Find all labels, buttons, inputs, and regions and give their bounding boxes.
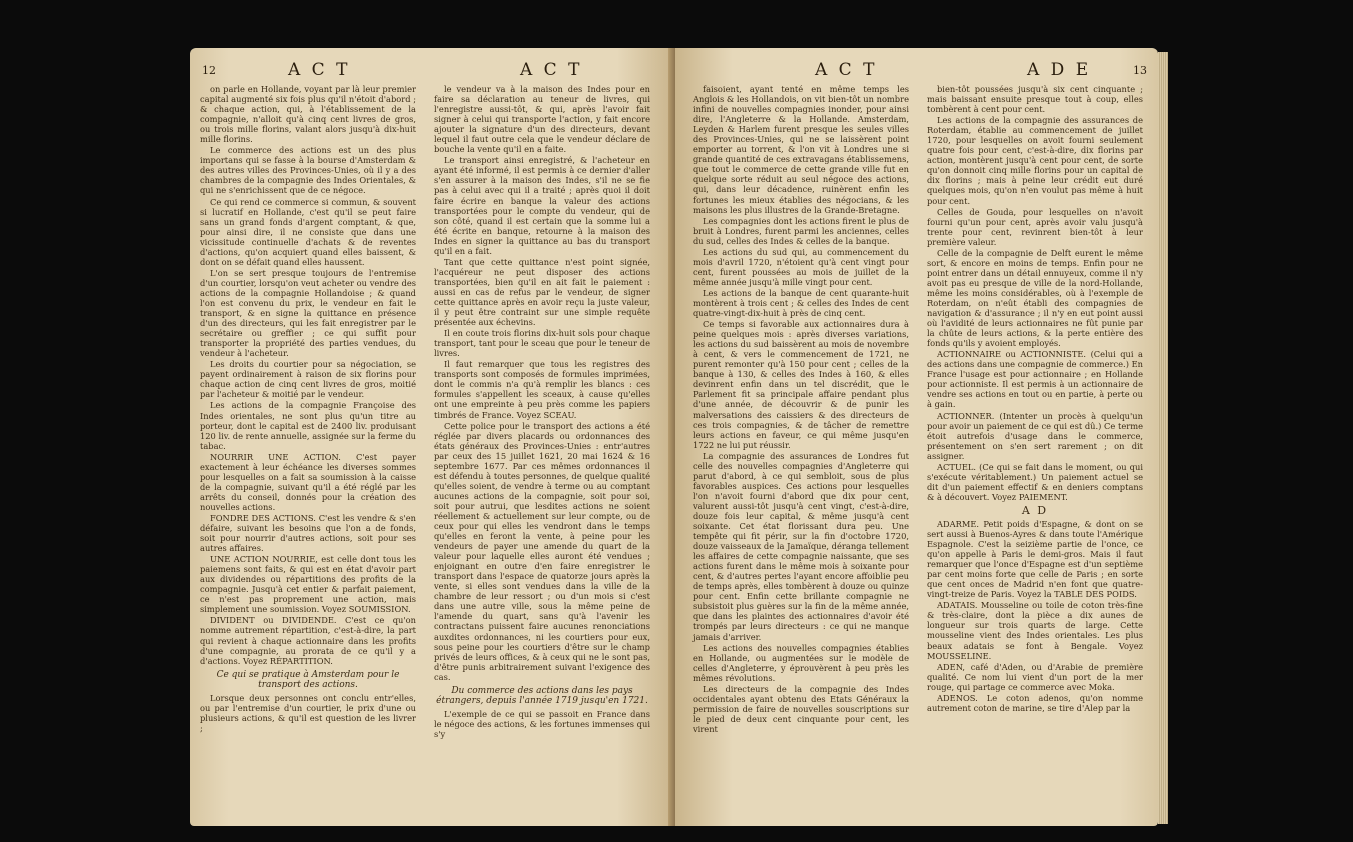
paragraph: ACTUEL. (Ce qui se fait dans le moment, ou qui s'exécute véritablement.) Un paiement actuel se dit d'un paiement effectif & en deniers comptans & à découvert. Voyez PAIEMENT. xyxy=(927,461,1143,502)
paragraph: Les actions du sud qui, au commencement du mois d'avril 1720, n'étoient qu'à cent vingt pour cent, furent poussées au mois de juillet de la même année jusqu'à mille vingt pour cent. xyxy=(693,246,909,287)
paragraph: faisoient, ayant tenté en même temps les Anglois & les Hollandois, on vit bien-tôt un nombre infini de nouvelles compagnies inonder, pour ainsi dire, l'Angleterre & la Hollande. Amsterdam, Leyden & Harlem furent presque les seules villes des Provinces-Unies, qui ne se laissèrent point emporter au torrent, & l'on vit à Londres une si grande quantité de ces extravagans établissemens, que tout le commerce de cette grande ville fut en quelque sorte réduit au seul négoce des actions, qui, dans leur décadence, ruinèrent enfin les fortunes les mieux établies des négocians, & les maisons les plus illustres de la Grande-Bretagne. xyxy=(693,84,909,215)
left-column-2 xyxy=(434,84,650,740)
paragraph: La compagnie des assurances de Londres fut celle des nouvelles compagnies d'Angleterre qui parut d'abord, à ce qui sembloit, sous de plus favorables auspices. Ces actions pour lesquelles l'on n'avoit fourni d'abord que dix pour cent, valurent aussi-tôt jusqu'à cent vingt, c'est-à-dire, douze fois leur capital, & même jusqu'à cent soixante. Cet état florissant dura peu. Une tempête qui fit périr, sur la fin d'octobre 1720, douze vaisseaux de la Jamaïque, déranga tellement les affaires de cette compagnie naissante, que ses actions furent dans le même mois à soixante pour cent, & d'autres pertes l'ayant encore affoiblie peu de temps après, elles tombèrent à douze ou quinze pour cent. Enfin cette brillante compagnie ne subsistoit plus guères sur la fin de la même année, que dans les plaintes des actionnaires d'avoir été trompés par leurs directeurs : ce qui ne manque jamais d'arriver. xyxy=(693,450,909,642)
paragraph: L'exemple de ce qui se passoit en France dans le négoce des actions, & les fortunes immenses qui s'y xyxy=(434,708,650,739)
paragraph: L'on se sert presque toujours de l'entremise d'un courtier, lorsqu'on veut acheter ou vendre des actions de la compagnie Hollandoise ; & quand l'on est convenu du prix, le vendeur en fait le transport, & en signe la quittance en présence d'un des directeurs, qui les fait enregistrer par le secrétaire ou greffier ; ce qui suffit pour transporter la propriété des parties vendues, du vendeur à l'acheteur. xyxy=(200,267,416,359)
paragraph: Il faut remarquer que tous les registres des transports sont composés de formules imprimées, dont le commis n'a qu'à remplir les blancs : ces formules s'appellent les sceaux, à cause qu'elles ont une empreinte à peu près comme les papiers timbrés de France. Voyez SCEAU. xyxy=(434,359,650,420)
paragraph: Le transport ainsi enregistré, & l'acheteur en ayant été informé, il est permis à ce dernier d'aller s'en assurer à la maison des Indes, s'il ne se fie pas à celui avec qui il a traité ; après quoi il doit faire écrire en banque la valeur des actions transportées pour le compte du vendeur, qui de son côté, quand il est certain que la somme lui a été écrite en banque, retourne à la maison des Indes en signer la quittance au bas du transport qu'il en a fait. xyxy=(434,155,650,256)
paragraph: UNE ACTION NOURRIE, est celle dont tous les paiemens sont faits, & qui est en état d'avoir part aux dividendes ou répartitions des profits de la compagnie. Jusqu'à cet entier & parfait paiement, ce n'est pas proprement une action, mais simplement une soumission. Voyez SOUMISSION. xyxy=(200,554,416,615)
paragraph: Celle de la compagnie de Delft eurent le même sort, & encore en moins de temps. Enfin pour ne point entrer dans un détail ennuyeux, comme il n'y avoit pas eu presque de ville de la nord-Hollande, même les moins considérables, où à l'exemple de Roterdam, on n'eût établi des compagnies de navigation & d'assurance ; il n'y en eut point aussi où l'avidité de leurs actionnaires ne fût punie par la chûte de leurs actions, & la perte entière des fonds qu'ils y avoient employés. xyxy=(927,247,1143,349)
page-edges xyxy=(1158,52,1168,824)
paragraph: Ce temps si favorable aux actionnaires dura à peine quelques mois : après diverses variations, les actions du sud baissèrent au mois de novembre à cent, & vers le commencement de 1721, ne purent remonter qu'à 150 pour cent ; celles de la banque à 130, & celles des Indes à 160, & elles devinrent enfin dans un tel discrédit, que le Parlement fit sa principale affaire pendant plus d'une année, de découvrir & de punir les malversations des caissiers & des directeurs de ces trois compagnies, & de tâcher de remettre leurs actions en faveur, ce qui même jusqu'en 1722 ne lui put réussir. xyxy=(693,319,909,450)
right-column-1 xyxy=(693,84,909,735)
paragraph: ADATAIS. Mousseline ou toile de coton très-fine & très-claire, dont la pièce a dix aunes de longueur sur trois quarts de large. Cette mousseline vient des Indes orientales. Les plus beaux adatais se font à Bengale. Voyez MOUSSELINE. xyxy=(927,600,1143,661)
paragraph: Lorsque deux personnes ont conclu entr'elles, ou par l'entremise d'un courtier, le prix d'une ou plusieurs actions, & qu'il est question de les livrer ; xyxy=(200,692,416,733)
section-heading: Du commerce des actions dans les pays étrangers, depuis l'année 1719 jusqu'en 1721. xyxy=(436,685,648,706)
right-running-head-2: A D E xyxy=(1027,60,1092,80)
paragraph: on parle en Hollande, voyant par là leur premier capital augmenté six fois plus qu'il n'étoit d'abord ; & chaque action, qui, à l'établissement de la compagnie, n'alloit qu'à cinq cent livres de gros, ou trois mille florins, valant alors jusqu'à dix-huit mille florins. xyxy=(200,84,416,145)
paragraph: ADEN, café d'Aden, ou d'Arabie de première qualité. Ce nom lui vient d'un port de la mer rouge, qui partage ce commerce avec Moka. xyxy=(927,661,1143,692)
paragraph: Les compagnies dont les actions firent le plus de bruit à Londres, furent parmi les anciennes, celles du sud, celles des Indes & celles de la banque. xyxy=(693,215,909,246)
left-page xyxy=(190,48,675,826)
paragraph: Les directeurs de la compagnie des Indes occidentales ayant obtenu des Etats Généraux la permission de faire de nouvelles souscriptions sur le pied de deux cent cinquante pour cent, les virent xyxy=(693,683,909,734)
paragraph: ADENOS. Le coton adenos, qu'on nomme autrement coton de marine, se tire d'Alep par la xyxy=(927,692,1143,713)
left-folio: 12 xyxy=(202,64,216,77)
paragraph: ACTIONNAIRE ou ACTIONNISTE. (Celui qui a des actions dans une compagnie de commerce.) En France l'usage est pour actionnaire ; en Hollande pour actionniste. Il est permis à un actionnaire de vendre ses actions en tout ou en partie, à perte ou à gain. xyxy=(927,349,1143,410)
paragraph: Le commerce des actions est un des plus importans qui se fasse à la bourse d'Amsterdam & des autres villes des Provinces-Unies, où il y a des chambres de la compagnie des Indes Orientales, & qui ne s'enrichissent que de ce négoce. xyxy=(200,145,416,196)
paragraph: Les actions des nouvelles compagnies établies en Hollande, ou augmentées sur le modèle de celles d'Angleterre, y éprouvèrent à peu près les mêmes révolutions. xyxy=(693,642,909,683)
paragraph: NOURRIR UNE ACTION. C'est payer exactement à leur échéance les diverses sommes pour lesquelles on a fait sa soumission à la caisse de la compagnie, suivant qu'il a été réglé par les arrêts du conseil, donnés pour la création des nouvelles actions. xyxy=(200,451,416,512)
paragraph: Ce qui rend ce commerce si commun, & souvent si lucratif en Hollande, c'est qu'il se peut faire sans un grand fonds d'argent comptant, & que, pour ainsi dire, il ne consiste que dans une vicissitude continuelle d'achats & de reventes d'actions, qu'on acquiert quand elles baissent, & dont on se défait quand elles haussent. xyxy=(200,196,416,267)
right-running-head-1: A C T xyxy=(815,60,878,80)
paragraph: Les actions de la compagnie Françoise des Indes orientales, ne sont plus qu'un titre au porteur, dont le capital est de 2400 liv. produisant 120 liv. de rente annuelle, assignée sur la ferme du tabac. xyxy=(200,400,416,451)
paragraph: DIVIDENT ou DIVIDENDE. C'est ce qu'on nomme autrement répartition, c'est-à-dire, la part qui revient à chaque actionnaire dans les profits d'une compagnie, au prorata de ce qu'il y a d'actions. Voyez RÉPARTITION. xyxy=(200,615,416,666)
left-running-head-2: A C T xyxy=(520,60,583,80)
left-running-head-1: A C T xyxy=(288,60,351,80)
right-page xyxy=(675,48,1158,826)
right-column-2 xyxy=(927,84,1143,714)
paragraph: Tant que cette quittance n'est point signée, l'acquéreur ne peut disposer des actions transportées, bien qu'il en ait fait le paiement : aussi en cas de refus par le vendeur, de signer cette quittance après en avoir reçu la juste valeur, il y peut être contraint sur une simple requête présentée aux échevins. xyxy=(434,256,650,328)
paragraph: ADARME. Petit poids d'Espagne, & dont on se sert aussi à Buenos-Ayres & dans toute l'Amérique Espagnole. C'est la seizième partie de l'once, ce qu'on appelle à Paris le demi-gros. Mais il faut remarquer que l'once d'Espagne est d'un septième par cent moins forte que celle de Paris ; en sorte que cent onces de Madrid n'en font que quatre-vingt-treize de Paris. Voyez la TABLE DES POIDS. xyxy=(927,518,1143,600)
section-heading: Ce qui se pratique à Amsterdam pour le transport des actions. xyxy=(216,669,400,690)
section-letter-heading: A D xyxy=(1021,503,1049,517)
paragraph: Les droits du courtier pour sa négociation, se payent ordinairement à raison de six florins pour chaque action de cinq cent livres de gros, moitié par l'acheteur & moitié par le vendeur. xyxy=(200,359,416,400)
paragraph: Il en coute trois florins dix-huit sols pour chaque transport, tant pour le sceau que pour le teneur de livres. xyxy=(434,328,650,359)
left-column-1 xyxy=(200,84,416,734)
paragraph: FONDRE DES ACTIONS. C'est les vendre & s'en défaire, suivant les besoins que l'on a de fonds, soit pour nourrir d'autres actions, soit pour ses autres affaires. xyxy=(200,512,416,554)
paragraph: bien-tôt poussées jusqu'à six cent cinquante ; mais baissant ensuite presque tout à coup, elles tombèrent à cent pour cent. xyxy=(927,84,1143,115)
paragraph: Cette police pour le transport des actions a été réglée par divers placards ou ordonnances des états généraux des Provinces-Unies : entr'autres par ceux des 15 juillet 1621, 20 mai 1624 & 16 septembre 1677. Par ces mêmes ordonnances il est défendu à toutes personnes, de quelque qualité qu'elles soient, de vendre à terme ou au comptant aucunes actions de la compagnie, soit pour soi, soit pour autrui, que lesdites actions ne soient réellement & actuellement sur leur compte, ou de ceux pour qui elles les vendront dans le temps qu'elles en feront la vente, à peine pour les vendeurs de payer une amende du quart de la valeur pour laquelle elles auront été vendues ; enjoignant en outre d'en faire enregistrer le transport dans l'espace de quatorze jours après la vente, si elles sont vendues dans la ville de la chambre de leur ressort ; ou d'un mois si c'est dans une autre ville, sous la même peine de l'amende du quart, sans qu'à l'avenir les contractans puissent faire aucunes renonciations auxdites ordonnances, ni les courtiers pour eux, sous peine pour les courtiers d'être sur le champ privés de leurs offices, & à ceux qui ne le sont pas, d'être punis arbitrairement suivant l'exigence des cas. xyxy=(434,420,650,682)
paragraph: le vendeur va à la maison des Indes pour en faire sa déclaration au teneur de livres, qui l'enregistre aussi-tôt, & qui, après l'avoir fait signer à celui qui transporte l'action, y fait encore ajouter la signature d'un des directeurs, devant lequel il faut outre cela que le vendeur déclare de bouche la vente qu'il en a faite. xyxy=(434,84,650,155)
paragraph: Les actions de la banque de cent quarante-huit montèrent à trois cent ; & celles des Indes de cent quatre-vingt-dix-huit à près de cinq cent. xyxy=(693,287,909,319)
paragraph: Les actions de la compagnie des assurances de Roterdam, établie au commencement de juillet 1720, pour lesquelles on avoit fourni seulement quatre fois pour cent, c'est-à-dire, dix florins par action, montèrent jusqu'à cent pour cent, de sorte qu'on donnoit cinq mille florins pour un capital de dix florins ; mais à peine leur crédit eut duré quelques mois, qu'on n'en voulut pas même à huit pour cent. xyxy=(927,115,1143,206)
paragraph: ACTIONNER. (Intenter un procès à quelqu'un pour avoir un paiement de ce qui est dû.) Ce terme étoit autrefois d'usage dans le commerce, présentement on s'en sert rarement ; on dit assigner. xyxy=(927,410,1143,461)
paragraph: Celles de Gouda, pour lesquelles on n'avoit fourni qu'un pour cent, après avoir valu jusqu'à trente pour cent, revinrent bien-tôt à leur première valeur. xyxy=(927,206,1143,247)
right-folio: 13 xyxy=(1133,64,1147,77)
